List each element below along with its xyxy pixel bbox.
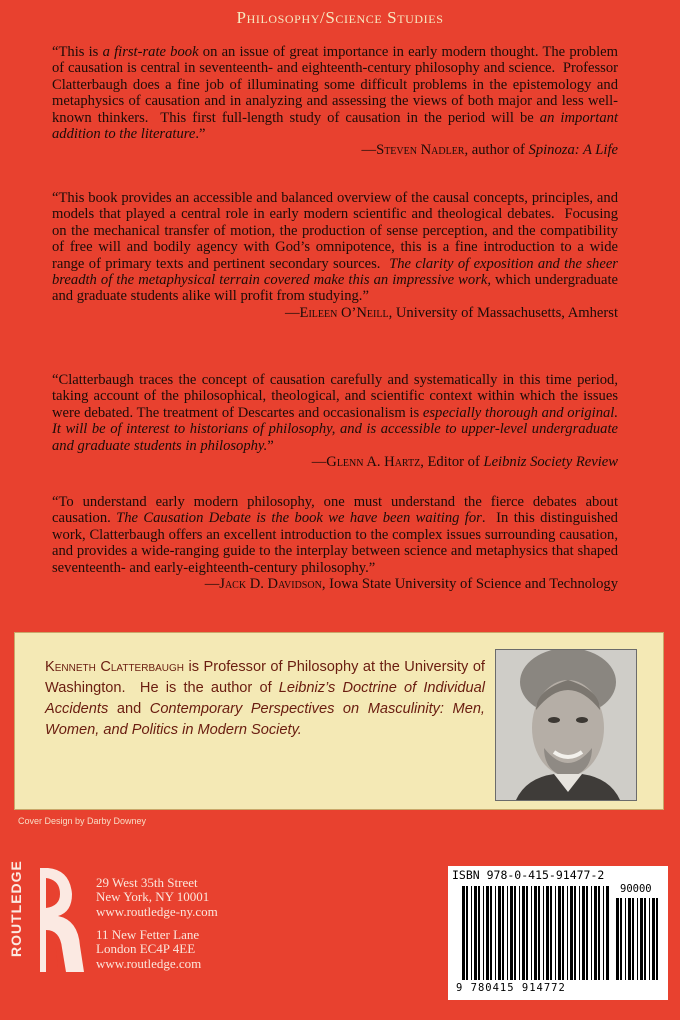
barcode-bar bbox=[567, 886, 568, 980]
barcode-bar bbox=[522, 886, 525, 980]
barcode-bar bbox=[644, 898, 646, 980]
barcode-bar bbox=[594, 886, 597, 980]
barcode-bar bbox=[502, 886, 504, 980]
blurb-quote-2 bbox=[52, 190, 618, 321]
barcode-bar bbox=[531, 886, 532, 980]
us-address: 29 West 35th Street New York, NY 10001 www.routledge-ny.com bbox=[96, 875, 218, 919]
barcode-bar bbox=[598, 886, 600, 980]
barcode-bar bbox=[582, 886, 585, 980]
blurb-body: “This book provides an accessible and balanced overview of the causal concepts, principles, and models that played a central role in early modern scientific and theological debates. Focusing on the mechanical transfer of motion, the production of sense perception, and the compatibility of free will and bodily agency with God’s omnipotence, this is a fine introduction to a wide range of primary texts and pertinent secondary sources. The clarity of exposition and the sheer breadth of the metaphysical terrain covered make this an impressive work, which undergraduate and graduate students alike will profit from studying.” bbox=[52, 190, 618, 305]
series-title: Philosophy/Science Studies bbox=[236, 8, 444, 27]
blurb-attribution: —Eileen O’Neill, University of Massachusetts, Amherst bbox=[284, 304, 618, 321]
blurb-body: “To understand early modern philosophy, one must understand the fierce debates about causation. The Causation Debate is the book we have been waiting for. In this distinguished work, Clatterbaugh offers an excellent introduction to the complex issues surrounding causation, and provides a wide-ranging guide to the interplay between science and metaphysics that shaped seventeenth- and early-eighteenth-century philosophy.” bbox=[52, 494, 618, 576]
author-bio: Kenneth Clatterbaugh is Professor of Philosophy at the University of Washington. He is the author of Leibniz’s Doctrine of Individual Accidents and Contemporary Perspectives on Masculinity: Men, Women, and Politics in Modern Society. bbox=[45, 659, 485, 738]
barcode-bar bbox=[498, 886, 501, 980]
barcode-bar bbox=[591, 886, 592, 980]
barcode-bar bbox=[538, 886, 540, 980]
barcode-bar bbox=[606, 886, 609, 980]
ean-number: 9 780415 914772 bbox=[456, 982, 566, 994]
blurb-quote-1 bbox=[52, 44, 618, 159]
blurb-body: “This is a first-rate book on an issue of great importance in early modern thought. The problem of causation is central in seventeenth- and eighteenth-century philosophy and science. Professor Clatterbaugh does a fine job of illuminating some difficult problems in the epistemology and metaphysics of causation and in analyzing and assessing the views of both major and less well-known thinkers. This first full-length study of causation in the period will be an important addition to the literature.” bbox=[52, 44, 618, 143]
barcode-bar bbox=[478, 886, 480, 980]
barcode-bar bbox=[514, 886, 516, 980]
blurb-attribution: —Glenn A. Hartz, Editor of Leibniz Society Review bbox=[311, 454, 618, 471]
author-photo bbox=[495, 649, 637, 801]
barcode-bar bbox=[616, 898, 619, 980]
barcode-bar bbox=[543, 886, 544, 980]
isbn-label: ISBN 978-0-415-91477-2 bbox=[452, 868, 605, 882]
cover-design-credit: Cover Design by Darby Downey bbox=[18, 816, 147, 826]
barcode-bar bbox=[625, 898, 626, 980]
barcode-bar bbox=[652, 898, 655, 980]
barcode-bar bbox=[570, 886, 573, 980]
barcode-bar bbox=[474, 886, 477, 980]
barcode-bar bbox=[649, 898, 650, 980]
isbn-barcode bbox=[448, 866, 668, 1000]
barcode-bar bbox=[579, 886, 580, 980]
barcode-bar bbox=[519, 886, 520, 980]
barcode-bar bbox=[620, 898, 622, 980]
barcode-bar bbox=[603, 886, 604, 980]
barcode-bar bbox=[640, 898, 643, 980]
author-bio-panel bbox=[14, 632, 664, 810]
blurb-quote-4 bbox=[52, 494, 618, 592]
blurb-attribution: —Steven Nadler, author of Spinoza: A Life bbox=[361, 142, 618, 159]
barcode-bar bbox=[574, 886, 576, 980]
barcode-bar bbox=[462, 886, 465, 980]
barcode-bar bbox=[637, 898, 638, 980]
barcode-bar bbox=[507, 886, 508, 980]
barcode-bar bbox=[486, 886, 489, 980]
barcode-bar bbox=[562, 886, 564, 980]
barcode-bar bbox=[466, 886, 468, 980]
barcode-bar bbox=[546, 886, 549, 980]
barcode-bar bbox=[471, 886, 472, 980]
publisher-wordmark: ROUTLEDGE bbox=[8, 860, 24, 957]
barcode-bar bbox=[632, 898, 634, 980]
price-code: 90000 bbox=[620, 883, 652, 895]
barcode-bar bbox=[555, 886, 556, 980]
barcode-bar bbox=[586, 886, 588, 980]
barcode-bar bbox=[510, 886, 513, 980]
blurb-body: “Clatterbaugh traces the concept of causation carefully and systematically in this time period, taking account of the philosophical, theological, and scientific context within which the issues were debated. The treatment of Descartes and occasionalism is especially thorough and original. It will be of interest to historians of philosophy, and is accessible to upper-level undergraduate and graduate students in philosophy.” bbox=[52, 372, 618, 454]
barcode-bar bbox=[495, 886, 496, 980]
barcode-bar bbox=[534, 886, 537, 980]
blurb-quote-3 bbox=[52, 372, 618, 470]
barcode-bar bbox=[558, 886, 561, 980]
barcode-bar bbox=[656, 898, 658, 980]
barcode-bar bbox=[483, 886, 484, 980]
barcode-bar bbox=[526, 886, 528, 980]
blurb-attribution: —Jack D. Davidson, Iowa State University of Science and Technology bbox=[204, 576, 618, 593]
barcode-bar bbox=[628, 898, 631, 980]
barcode-bar bbox=[550, 886, 552, 980]
uk-address: 11 New Fetter Lane London EC4P 4EE www.routledge.com bbox=[96, 927, 202, 971]
barcode-bar bbox=[490, 886, 492, 980]
author-name: Kenneth Clatterbaugh bbox=[45, 659, 185, 675]
